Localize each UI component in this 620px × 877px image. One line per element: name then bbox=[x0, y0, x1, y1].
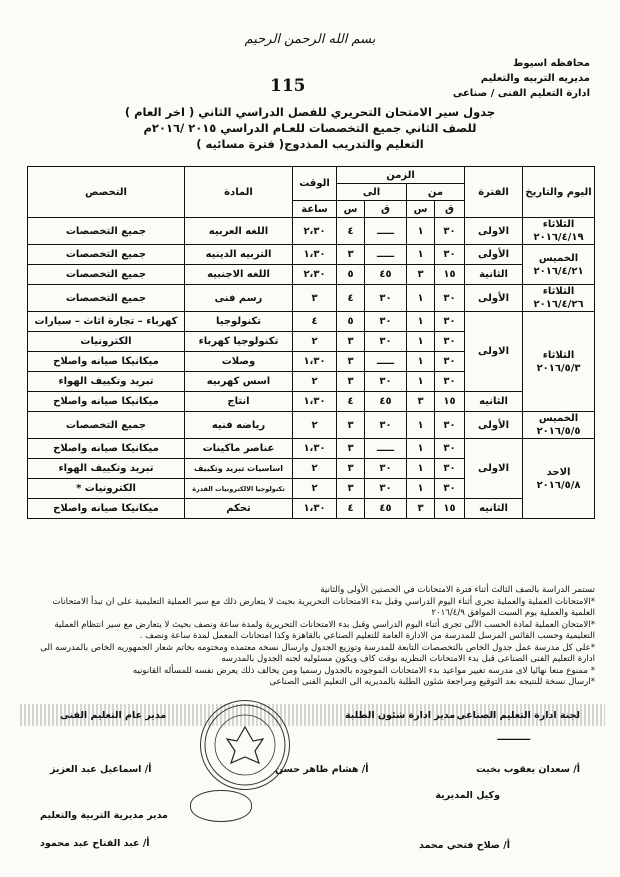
header-to: الى bbox=[337, 184, 407, 201]
to-hour: ٣ bbox=[337, 352, 365, 372]
to-minute: ـــــ bbox=[365, 352, 407, 372]
subject-cell: اسس كهربيه bbox=[185, 372, 293, 392]
table-row bbox=[28, 412, 595, 439]
document-title bbox=[60, 104, 560, 152]
to-minute: ٣٠ bbox=[365, 459, 407, 479]
from-minute: ٣٠ bbox=[435, 285, 465, 312]
subject-cell: تكنولوجيا كهرباء bbox=[185, 332, 293, 352]
period-cell: الثانيه bbox=[465, 392, 523, 412]
to-hour: ٣ bbox=[337, 459, 365, 479]
from-minute: ٣٠ bbox=[435, 312, 465, 332]
title-line: للصف الثاني جميع التخصصات للعـام الدراسي ٢٠١٥ /٢٠١٦م bbox=[143, 121, 477, 135]
subject-cell: تحكم bbox=[185, 499, 293, 519]
authority-line: محافظه اسيوط bbox=[513, 58, 590, 69]
header-minute: ق bbox=[365, 201, 407, 218]
table-row bbox=[28, 499, 595, 519]
official-seal bbox=[200, 700, 290, 790]
from-hour: ١ bbox=[407, 412, 435, 439]
signature-name: أ/ اسماعيل عبد العزيز bbox=[50, 764, 152, 775]
to-hour: ٣ bbox=[337, 412, 365, 439]
eagle-emblem-icon bbox=[201, 701, 289, 789]
to-minute: ٣٠ bbox=[365, 285, 407, 312]
to-minute: ـــــ bbox=[365, 218, 407, 245]
specialty-cell: ميكانيكا صيانه واصلاح bbox=[28, 439, 185, 459]
subject-cell: انتاج bbox=[185, 392, 293, 412]
basmala: بسم الله الرحمن الرحيم bbox=[244, 32, 376, 47]
subject-cell: تكنولوجيا الالكترونيات القدرة bbox=[185, 479, 293, 499]
notes-section bbox=[30, 585, 595, 689]
to-minute: ٣٠ bbox=[365, 479, 407, 499]
specialty-cell: تبريد وتكييف الهواء bbox=[28, 459, 185, 479]
to-hour: ٣ bbox=[337, 245, 365, 265]
exam-schedule-table bbox=[27, 166, 594, 519]
to-hour: ٣ bbox=[337, 332, 365, 352]
period-cell: الأولى bbox=[465, 245, 523, 265]
title-line: التعليم والتدريب المذدوج( فترة مسائيه ) bbox=[196, 137, 424, 151]
from-minute: ٣٠ bbox=[435, 372, 465, 392]
duration-cell: ٢ bbox=[293, 332, 337, 352]
authority-line: مديريه التربيه والتعليم bbox=[480, 73, 590, 84]
date-stamp bbox=[190, 790, 252, 822]
signature-title: لجنة ادارة التعليم الصناعي bbox=[456, 710, 580, 721]
specialty-cell: جميع التخصصات bbox=[28, 285, 185, 312]
to-hour: ٣ bbox=[337, 479, 365, 499]
specialty-cell: الكترونيات bbox=[28, 332, 185, 352]
period-cell: الثانيه bbox=[465, 499, 523, 519]
note-line: تستمر الدراسة بالصف الثالث أثناء فترة الامتحانات في الحصتين الأولى والثانية bbox=[320, 585, 595, 595]
day-cell: الثلاثاء ٢٠١٦/٥/٣ bbox=[523, 312, 595, 412]
from-minute: ١٥ bbox=[435, 392, 465, 412]
signature-name: أ/ هشام طاهر حسن bbox=[275, 764, 369, 775]
authority-line: ادارة التعليم الفنى / صناعى bbox=[452, 88, 590, 99]
from-minute: ٣٠ bbox=[435, 412, 465, 439]
signature-title: وكيل المديرية bbox=[435, 790, 500, 801]
specialty-cell: جميع التخصصات bbox=[28, 265, 185, 285]
from-hour: ١ bbox=[407, 332, 435, 352]
subject-cell: اساسيات تبريد وتكييف bbox=[185, 459, 293, 479]
from-minute: ٣٠ bbox=[435, 352, 465, 372]
duration-cell: ١،٣٠ bbox=[293, 439, 337, 459]
table-row bbox=[28, 439, 595, 459]
duration-cell: ٢ bbox=[293, 372, 337, 392]
specialty-cell: ميكانيكا صيانه واصلاح bbox=[28, 352, 185, 372]
to-minute: ٣٠ bbox=[365, 372, 407, 392]
to-minute: ٣٠ bbox=[365, 332, 407, 352]
day-cell: الثلاثاء ٢٠١٦/٤/١٩ bbox=[523, 218, 595, 245]
from-hour: ١ bbox=[407, 285, 435, 312]
note-line: *الامتحان العملية لمادة الحسب الآلى تجرى أثناء اليوم الدراسي وقبل بدء الامتحانات التحريرية ولمدة ساعة ونصف بحيث لا يتعارض مع سير انتظام العملية التعليمية وحسب القائس المرسل للمدرسة من الادارة العامة للتعليم الصناعي بالقاهرة وكذا امتحانات المعمل لمدة ساعة ونصف . bbox=[54, 619, 595, 641]
to-hour: ٤ bbox=[337, 285, 365, 312]
table-row bbox=[28, 312, 595, 332]
subject-cell: التربيه الدينيه bbox=[185, 245, 293, 265]
from-hour: ١ bbox=[407, 459, 435, 479]
signature-name: أ/ سعدان يعقوب بخيت bbox=[476, 764, 580, 775]
specialty-cell: كهرباء – تجارة اثاث – سيارات bbox=[28, 312, 185, 332]
header-hour: س bbox=[407, 201, 435, 218]
from-minute: ٣٠ bbox=[435, 245, 465, 265]
subject-cell: اللغه العربيه bbox=[185, 218, 293, 245]
signature-title: مدير ادارة شئون الطلبة bbox=[345, 710, 456, 721]
from-hour: ٣ bbox=[407, 265, 435, 285]
header-hour: س bbox=[337, 201, 365, 218]
day-cell: الخميس ٢٠١٦/٥/٥ bbox=[523, 412, 595, 439]
from-minute: ١٥ bbox=[435, 499, 465, 519]
duration-cell: ١،٣٠ bbox=[293, 499, 337, 519]
to-hour: ٣ bbox=[337, 439, 365, 459]
duration-cell: ١،٣٠ bbox=[293, 392, 337, 412]
duration-cell: ٢،٣٠ bbox=[293, 218, 337, 245]
period-cell: الاولى bbox=[465, 439, 523, 499]
header-period: الفترة bbox=[465, 167, 523, 218]
period-cell: الاولى bbox=[465, 218, 523, 245]
from-hour: ١ bbox=[407, 312, 435, 332]
header-specialty: التخصص bbox=[28, 167, 185, 218]
subject-cell: اللغه الاجنبيه bbox=[185, 265, 293, 285]
issuing-authority bbox=[453, 56, 590, 101]
to-minute: ٤٥ bbox=[365, 265, 407, 285]
from-hour: ١ bbox=[407, 352, 435, 372]
from-hour: ١ bbox=[407, 479, 435, 499]
duration-cell: ٢،٣٠ bbox=[293, 265, 337, 285]
table-row bbox=[28, 285, 595, 312]
from-minute: ٣٠ bbox=[435, 479, 465, 499]
day-cell: الخميس ٢٠١٦/٤/٢١ bbox=[523, 245, 595, 285]
from-hour: ١ bbox=[407, 439, 435, 459]
signature-name: أ/ عبد الفتاح عبد محمود bbox=[40, 838, 150, 849]
to-hour: ٣ bbox=[337, 372, 365, 392]
to-minute: ٤٥ bbox=[365, 499, 407, 519]
to-hour: ٤ bbox=[337, 499, 365, 519]
to-minute: ـــــ bbox=[365, 439, 407, 459]
signature-name: أ/ صلاح فتحي محمد bbox=[418, 840, 510, 851]
duration-cell: ٢ bbox=[293, 479, 337, 499]
period-cell: الاولى bbox=[465, 312, 523, 392]
from-minute: ٣٠ bbox=[435, 332, 465, 352]
specialty-cell: ميكانيكا صيانه واصلاح bbox=[28, 392, 185, 412]
to-minute: ٤٥ bbox=[365, 392, 407, 412]
table-row bbox=[28, 218, 595, 245]
from-minute: ٣٠ bbox=[435, 218, 465, 245]
note-line: *ارسال نسخة للنتيجه بعد التوقيع ومراجعة شئون الطلبة بالمديريه الى التعليم الفنى الصناعى bbox=[269, 677, 595, 687]
header-from: من bbox=[407, 184, 465, 201]
header-minute: ق bbox=[435, 201, 465, 218]
table-row bbox=[28, 392, 595, 412]
specialty-cell: جميع التخصصات bbox=[28, 412, 185, 439]
header-duration: الوقت bbox=[293, 167, 337, 201]
specialty-cell: ميكانيكا صيانه واصلاح bbox=[28, 499, 185, 519]
duration-cell: ٣ bbox=[293, 285, 337, 312]
period-cell: الثانية bbox=[465, 265, 523, 285]
subject-cell: رسم فنى bbox=[185, 285, 293, 312]
to-hour: ٥ bbox=[337, 312, 365, 332]
duration-cell: ٤ bbox=[293, 312, 337, 332]
from-hour: ٣ bbox=[407, 499, 435, 519]
duration-cell: ٢ bbox=[293, 412, 337, 439]
signature-title: مدير عام التعليم الفنى bbox=[60, 710, 167, 721]
from-minute: ١٥ bbox=[435, 265, 465, 285]
specialty-cell: تبريد وتكييف الهواء bbox=[28, 372, 185, 392]
subject-cell: عناصر ماكينات bbox=[185, 439, 293, 459]
page-number: 115 bbox=[270, 76, 306, 96]
duration-cell: ١،٣٠ bbox=[293, 245, 337, 265]
from-hour: ١ bbox=[407, 372, 435, 392]
specialty-cell: جميع التخصصات bbox=[28, 245, 185, 265]
from-hour: ١ bbox=[407, 245, 435, 265]
note-line: *الامتحانات العملية والعملية تجرى أثناء اليوم الدراسي وقبل بدء الامتحانات التحريرية بحيث لا يتعارض ذلك مع سير العملية التعليمية على ان تبدأ الامتحانات العلمية والعملية يوم السبت الموافق ٢٠١٦/٤/٩ bbox=[52, 596, 595, 618]
duration-cell: ١،٣٠ bbox=[293, 352, 337, 372]
table-row bbox=[28, 265, 595, 285]
note-line: *على كل مدرسة عمل جدول الخاص بالتخصصات التابعة للمدرسة وتوزيع الجدول وارسال نسخه معتمده ومختومه بخاتم شعار الجمهوريه الخاص بالمدرسه الى ادارة التعليم الفنى الصناعى قبل بدء الامتحانات النظريه بوقت كاف ويكون مسئوليه لجنه الجدول بالمدرسه bbox=[40, 642, 595, 664]
to-hour: ٤ bbox=[337, 218, 365, 245]
period-cell: الأولى bbox=[465, 285, 523, 312]
to-minute: ٣٠ bbox=[365, 412, 407, 439]
header-subject: المادة bbox=[185, 167, 293, 218]
signature-title: مدير مديرية التربية والتعليم bbox=[40, 810, 168, 821]
subject-cell: وصلات bbox=[185, 352, 293, 372]
from-minute: ٣٠ bbox=[435, 439, 465, 459]
to-hour: ٥ bbox=[337, 265, 365, 285]
subject-cell: تكنولوجيا bbox=[185, 312, 293, 332]
from-minute: ٣٠ bbox=[435, 459, 465, 479]
header-day: اليوم والتاريخ bbox=[523, 167, 595, 218]
header-duration-unit: ساعة bbox=[293, 201, 337, 218]
day-cell: الثلاثاء ٢٠١٦/٤/٢٦ bbox=[523, 285, 595, 312]
period-cell: الأولى bbox=[465, 412, 523, 439]
to-minute: ـــــ bbox=[365, 245, 407, 265]
specialty-cell: جميع التخصصات bbox=[28, 218, 185, 245]
day-cell: الاحد ٢٠١٦/٥/٨ bbox=[523, 439, 595, 519]
from-hour: ٣ bbox=[407, 392, 435, 412]
from-hour: ١ bbox=[407, 218, 435, 245]
subject-cell: رياضه فنيه bbox=[185, 412, 293, 439]
specialty-cell: الكترونيات * bbox=[28, 479, 185, 499]
to-minute: ٣٠ bbox=[365, 312, 407, 332]
to-hour: ٤ bbox=[337, 392, 365, 412]
table-row bbox=[28, 245, 595, 265]
title-line: جدول سير الامتحان التحريري للفصل الدراسي الثاني ( اخر العام ) bbox=[124, 105, 496, 119]
note-line: * ممنوع منعا نهائيا لاى مدرسه تغيير مواعيد بدء الامتحانات الموجوده بالجدول رسميا ومن يخالف ذلك يعرض نفسه للمسأله القانونيه bbox=[132, 665, 595, 676]
duration-cell: ٢ bbox=[293, 459, 337, 479]
signature-scribble: ــــــــ bbox=[497, 728, 530, 744]
header-time: الزمن bbox=[337, 167, 465, 184]
